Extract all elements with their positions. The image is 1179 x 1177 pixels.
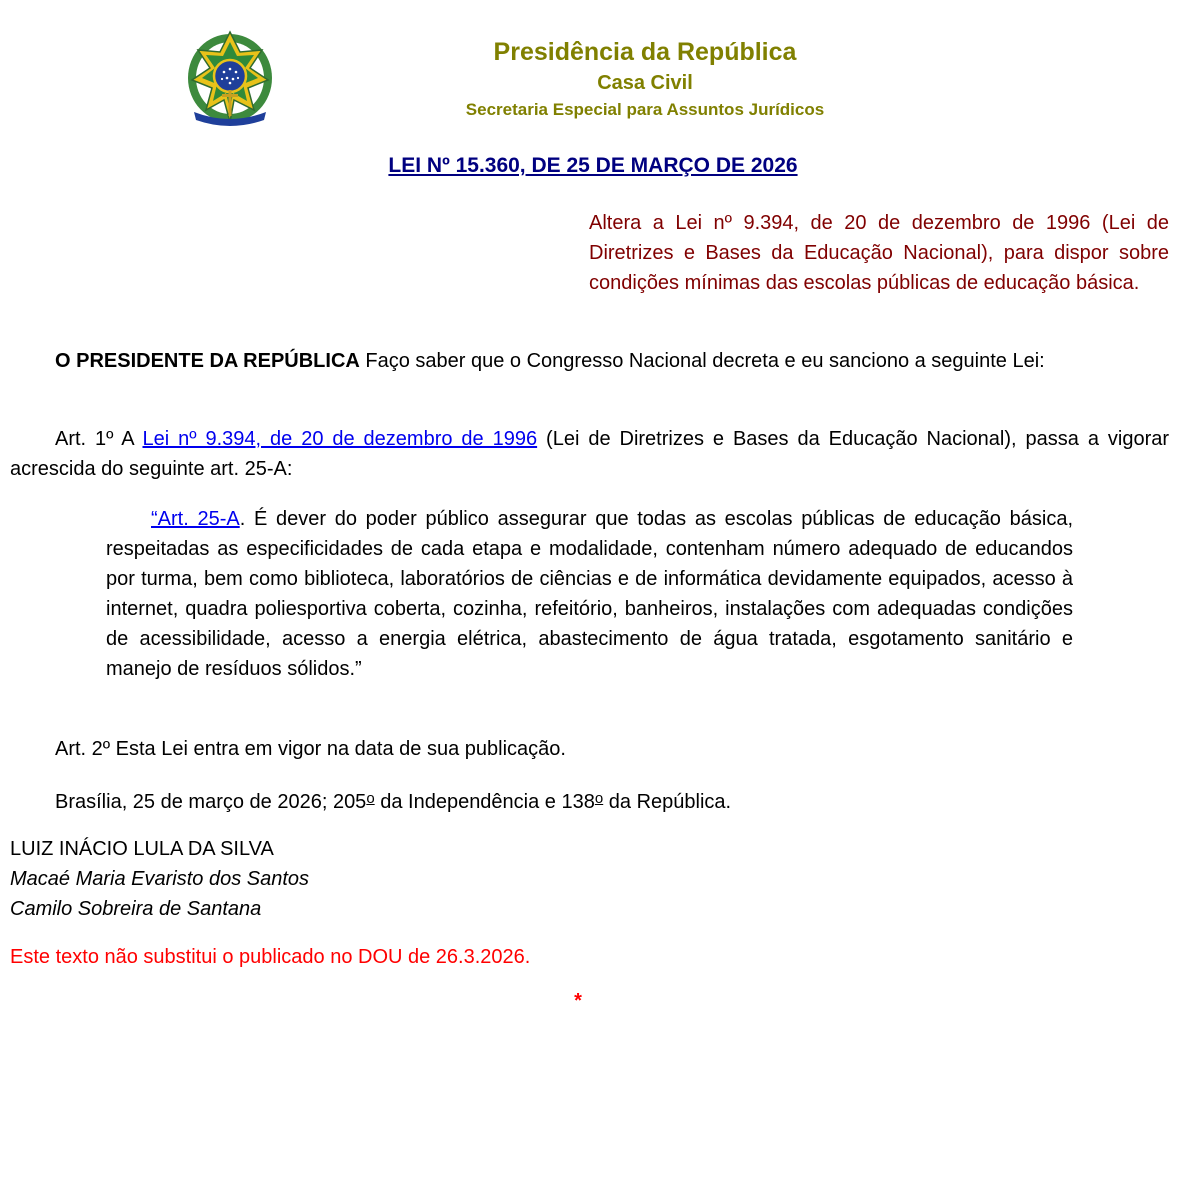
- signing-date: [10, 787, 1169, 817]
- footer-asterisk: *: [574, 990, 582, 1012]
- preamble-text: Faço saber que o Congresso Nacional decreta e eu sanciono a seguinte Lei:: [359, 350, 1045, 372]
- ordinal-1: o: [366, 790, 375, 807]
- law-9394-link[interactable]: Lei nº 9.394, de 20 de dezembro de 1996: [142, 428, 538, 450]
- org-presidency: Presidência da República: [493, 38, 797, 66]
- article-25a-text: . É dever do poder público assegurar que todas as escolas públicas de educação básica, respeitadas as especificidades de cada etapa e modalidade, contenham número adequado de educandos por turma, bem como biblioteca, laboratórios de ciências e de informática devidamente equipados, acesso à internet, quadra poliesportiva coberta, cozinha, refeitório, banheiros, instalações com adequadas condições de acessibilidade, acesso a energia elétrica, abastecimento de água tratada, esgotamento sanitário e manejo de resíduos sólidos.”: [106, 508, 1073, 680]
- article-1-suffix: (Lei de Diretrizes e Bases da Educação Nacional), passa a vigorar acrescida do seguinte art. 25-A:: [10, 428, 1170, 480]
- article-1: [10, 424, 1169, 484]
- org-casa-civil: Casa Civil: [597, 72, 693, 94]
- coat-of-arms-icon: [184, 28, 276, 128]
- preamble-heading: O PRESIDENTE DA REPÚBLICA: [55, 350, 360, 372]
- signature-president: LUIZ INÁCIO LULA DA SILVA: [10, 838, 274, 860]
- date-part-1: Brasília, 25 de março de 2026; 205: [55, 791, 367, 813]
- law-title: [0, 154, 1179, 178]
- ordinal-2: o: [594, 790, 604, 807]
- preamble: [10, 346, 1169, 376]
- article-25a-quote: [106, 504, 1073, 684]
- article-1-prefix: Art. 1º A: [55, 428, 143, 450]
- date-part-2: da Independência e 138: [374, 791, 595, 813]
- page-header: [0, 28, 1179, 138]
- art-25a-link[interactable]: “Art. 25-A: [151, 508, 240, 530]
- date-part-3: da República.: [603, 791, 732, 813]
- org-secretariat: Secretaria Especial para Assuntos Jurídicos: [465, 100, 825, 119]
- law-ementa: Altera a Lei nº 9.394, de 20 de dezembro de 1996 (Lei de Diretrizes e Bases da Educação Nacional), para dispor sobre condições mínimas das escolas públicas de educação básica.: [589, 212, 1169, 294]
- dou-disclaimer: Este texto não substitui o publicado no DOU de 26.3.2026.: [10, 946, 531, 968]
- article-2: Art. 2º Esta Lei entra em vigor na data de sua publicação.: [55, 738, 566, 760]
- signature-minister-2: Camilo Sobreira de Santana: [10, 898, 262, 920]
- signature-minister-1: Macaé Maria Evaristo dos Santos: [10, 868, 310, 890]
- law-title-link[interactable]: LEI Nº 15.360, DE 25 DE MARÇO DE 2026: [388, 154, 798, 177]
